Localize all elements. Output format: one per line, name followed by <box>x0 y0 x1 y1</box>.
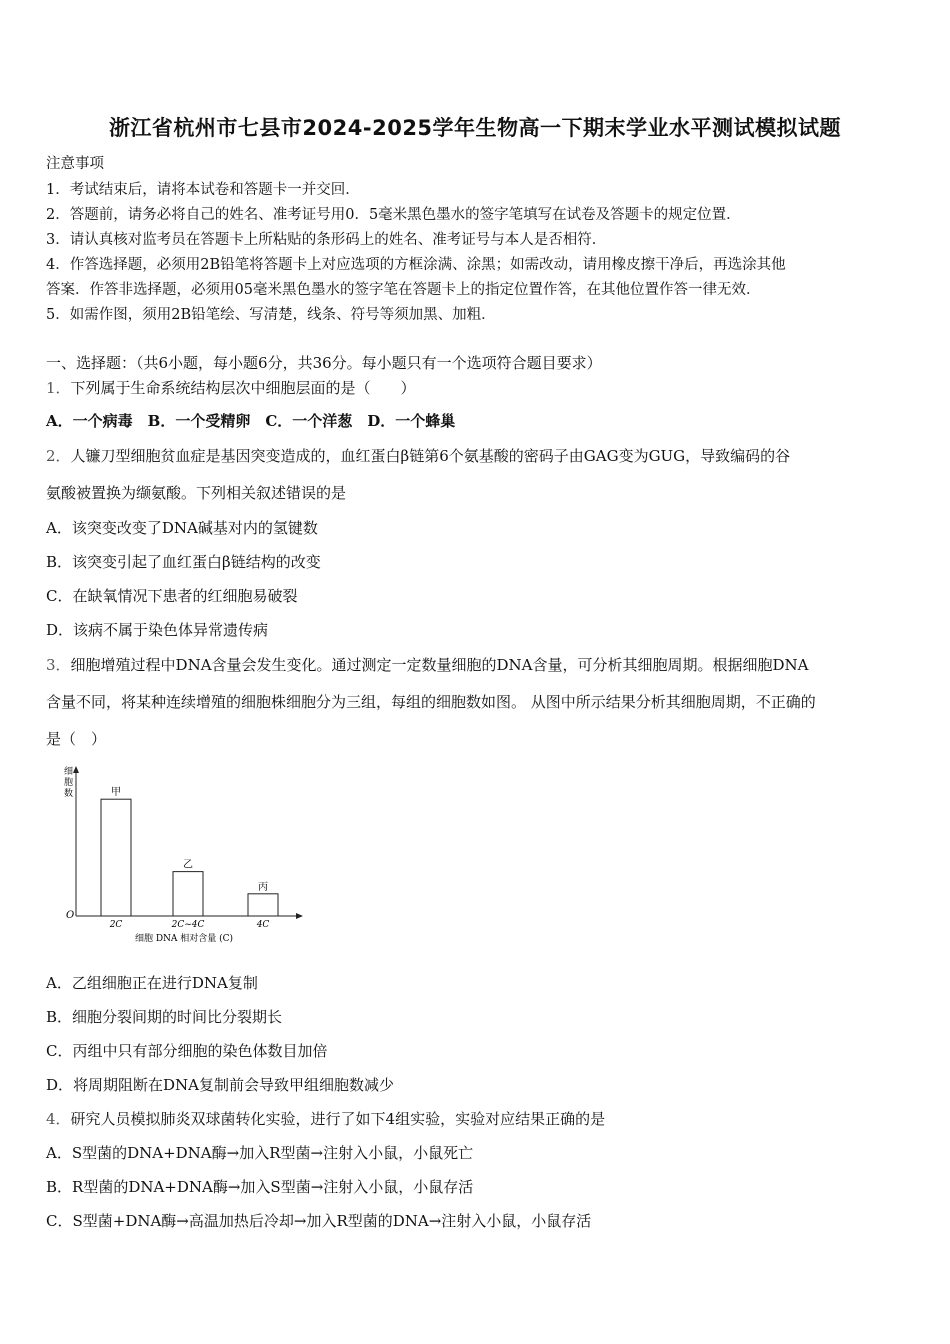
note-item: 4．作答选择题，必须用2B铅笔将答题卡上对应选项的方框涂满、涂黑；如需改动，请用橡皮擦干净后，再选涂其他 <box>46 257 786 273</box>
question-2 <box>46 445 790 466</box>
option-d: D．将周期阻断在DNA复制前会导致甲组细胞数减少 <box>46 1076 395 1094</box>
question-stem-cont: 是（ ） <box>46 730 107 748</box>
option-c: C．丙组中只有部分细胞的染色体数目加倍 <box>46 1042 328 1060</box>
x-axis-arrow <box>296 913 303 919</box>
y-axis-arrow <box>73 766 79 773</box>
option-c: C．在缺氧情况下患者的红细胞易破裂 <box>46 587 298 605</box>
question-number: 1． <box>46 379 71 397</box>
question-number: 2． <box>46 447 71 465</box>
bar-label: 甲 <box>111 787 121 799</box>
question-3 <box>46 654 809 675</box>
notes-heading: 注意事项 <box>46 156 104 172</box>
option-a: A．S型菌的DNA+DNA酶→加入R型菌→注射入小鼠，小鼠死亡 <box>46 1144 474 1162</box>
note-item: 答案．作答非选择题，必须用05毫米黑色墨水的签字笔在答题卡上的指定位置作答，在其他位置作答一律无效． <box>46 282 761 298</box>
cell-count-bar-chart <box>56 758 316 950</box>
section-heading: 一、选择题：（共6小题，每小题6分，共36分。每小题只有一个选项符合题目要求） <box>46 354 602 372</box>
question-stem: 下列属于生命系统结构层次中细胞层面的是（ ） <box>70 379 416 397</box>
page-title: 浙江省杭州市七县市2024-2025学年生物高一下期末学业水平测试模拟试题 <box>108 116 842 140</box>
option-b: B．细胞分裂间期的时间比分裂期长 <box>46 1008 283 1026</box>
note-item: 3．请认真核对监考员在答题卡上所粘贴的条形码上的姓名、准考证号与本人是否相符． <box>46 232 607 248</box>
note-item: 5．如需作图，须用2B铅笔绘、写清楚，线条、符号等须加黑、加粗． <box>46 307 496 323</box>
note-item: 1．考试结束后，请将本试卷和答题卡一并交回． <box>46 182 360 198</box>
bar <box>248 894 278 916</box>
question-1-options: A．一个病毒 B．一个受精卵 C．一个洋葱 D．一个蜂巢 <box>46 412 456 430</box>
bar-label: 丙 <box>258 881 268 893</box>
question-4 <box>46 1108 605 1129</box>
bars-group <box>101 786 278 930</box>
x-tick-label: 2C <box>109 920 123 930</box>
option-b: B．R型菌的DNA+DNA酶→加入S型菌→注射入小鼠，小鼠存活 <box>46 1178 474 1196</box>
x-tick-label: 2C~4C <box>171 920 205 930</box>
option-c: C．S型菌+DNA酶→高温加热后冷却→加入R型菌的DNA→注射入小鼠，小鼠存活 <box>46 1212 592 1230</box>
question-stem-cont: 含量不同，将某种连续增殖的细胞株细胞分为三组，每组的细胞数如图。 从图中所示结果分析其细胞周期，不正确的 <box>46 693 816 711</box>
option-d: D．该病不属于染色体异常遗传病 <box>46 621 269 639</box>
y-axis-label: 细胞数 <box>64 767 74 799</box>
option-b: B．该突变引起了血红蛋白β链结构的改变 <box>46 553 321 571</box>
note-item: 2．答题前，请务必将自己的姓名、准考证号用0．5毫米黑色墨水的签字笔填写在试卷及答题卡的规定位置． <box>46 207 741 223</box>
question-1 <box>46 377 416 398</box>
x-axis-label: 细胞 DNA 相对含量 (C) <box>134 934 234 944</box>
option-a: A．乙组细胞正在进行DNA复制 <box>46 974 258 992</box>
question-stem: 研究人员模拟肺炎双球菌转化实验，进行了如下4组实验，实验对应结果正确的是 <box>70 1110 606 1128</box>
bar-label: 乙 <box>183 859 193 871</box>
question-stem: 人镰刀型细胞贫血症是基因突变造成的，血红蛋白β链第6个氨基酸的密码子由GAG变为GUG，导致编码的谷 <box>70 447 791 465</box>
x-tick-label: 4C <box>256 920 270 930</box>
option-a: A．该突变改变了DNA碱基对内的氢键数 <box>46 519 318 537</box>
question-stem-cont: 氨酸被置换为缬氨酸。下列相关叙述错误的是 <box>46 484 347 502</box>
question-stem: 细胞增殖过程中DNA含量会发生变化。通过测定一定数量细胞的DNA含量，可分析其细胞周期。根据细胞DNA <box>70 656 809 674</box>
origin-label: O <box>66 910 75 921</box>
bar <box>101 799 131 916</box>
bar <box>173 872 203 916</box>
question-number: 3． <box>46 656 71 674</box>
question-number: 4． <box>46 1110 71 1128</box>
